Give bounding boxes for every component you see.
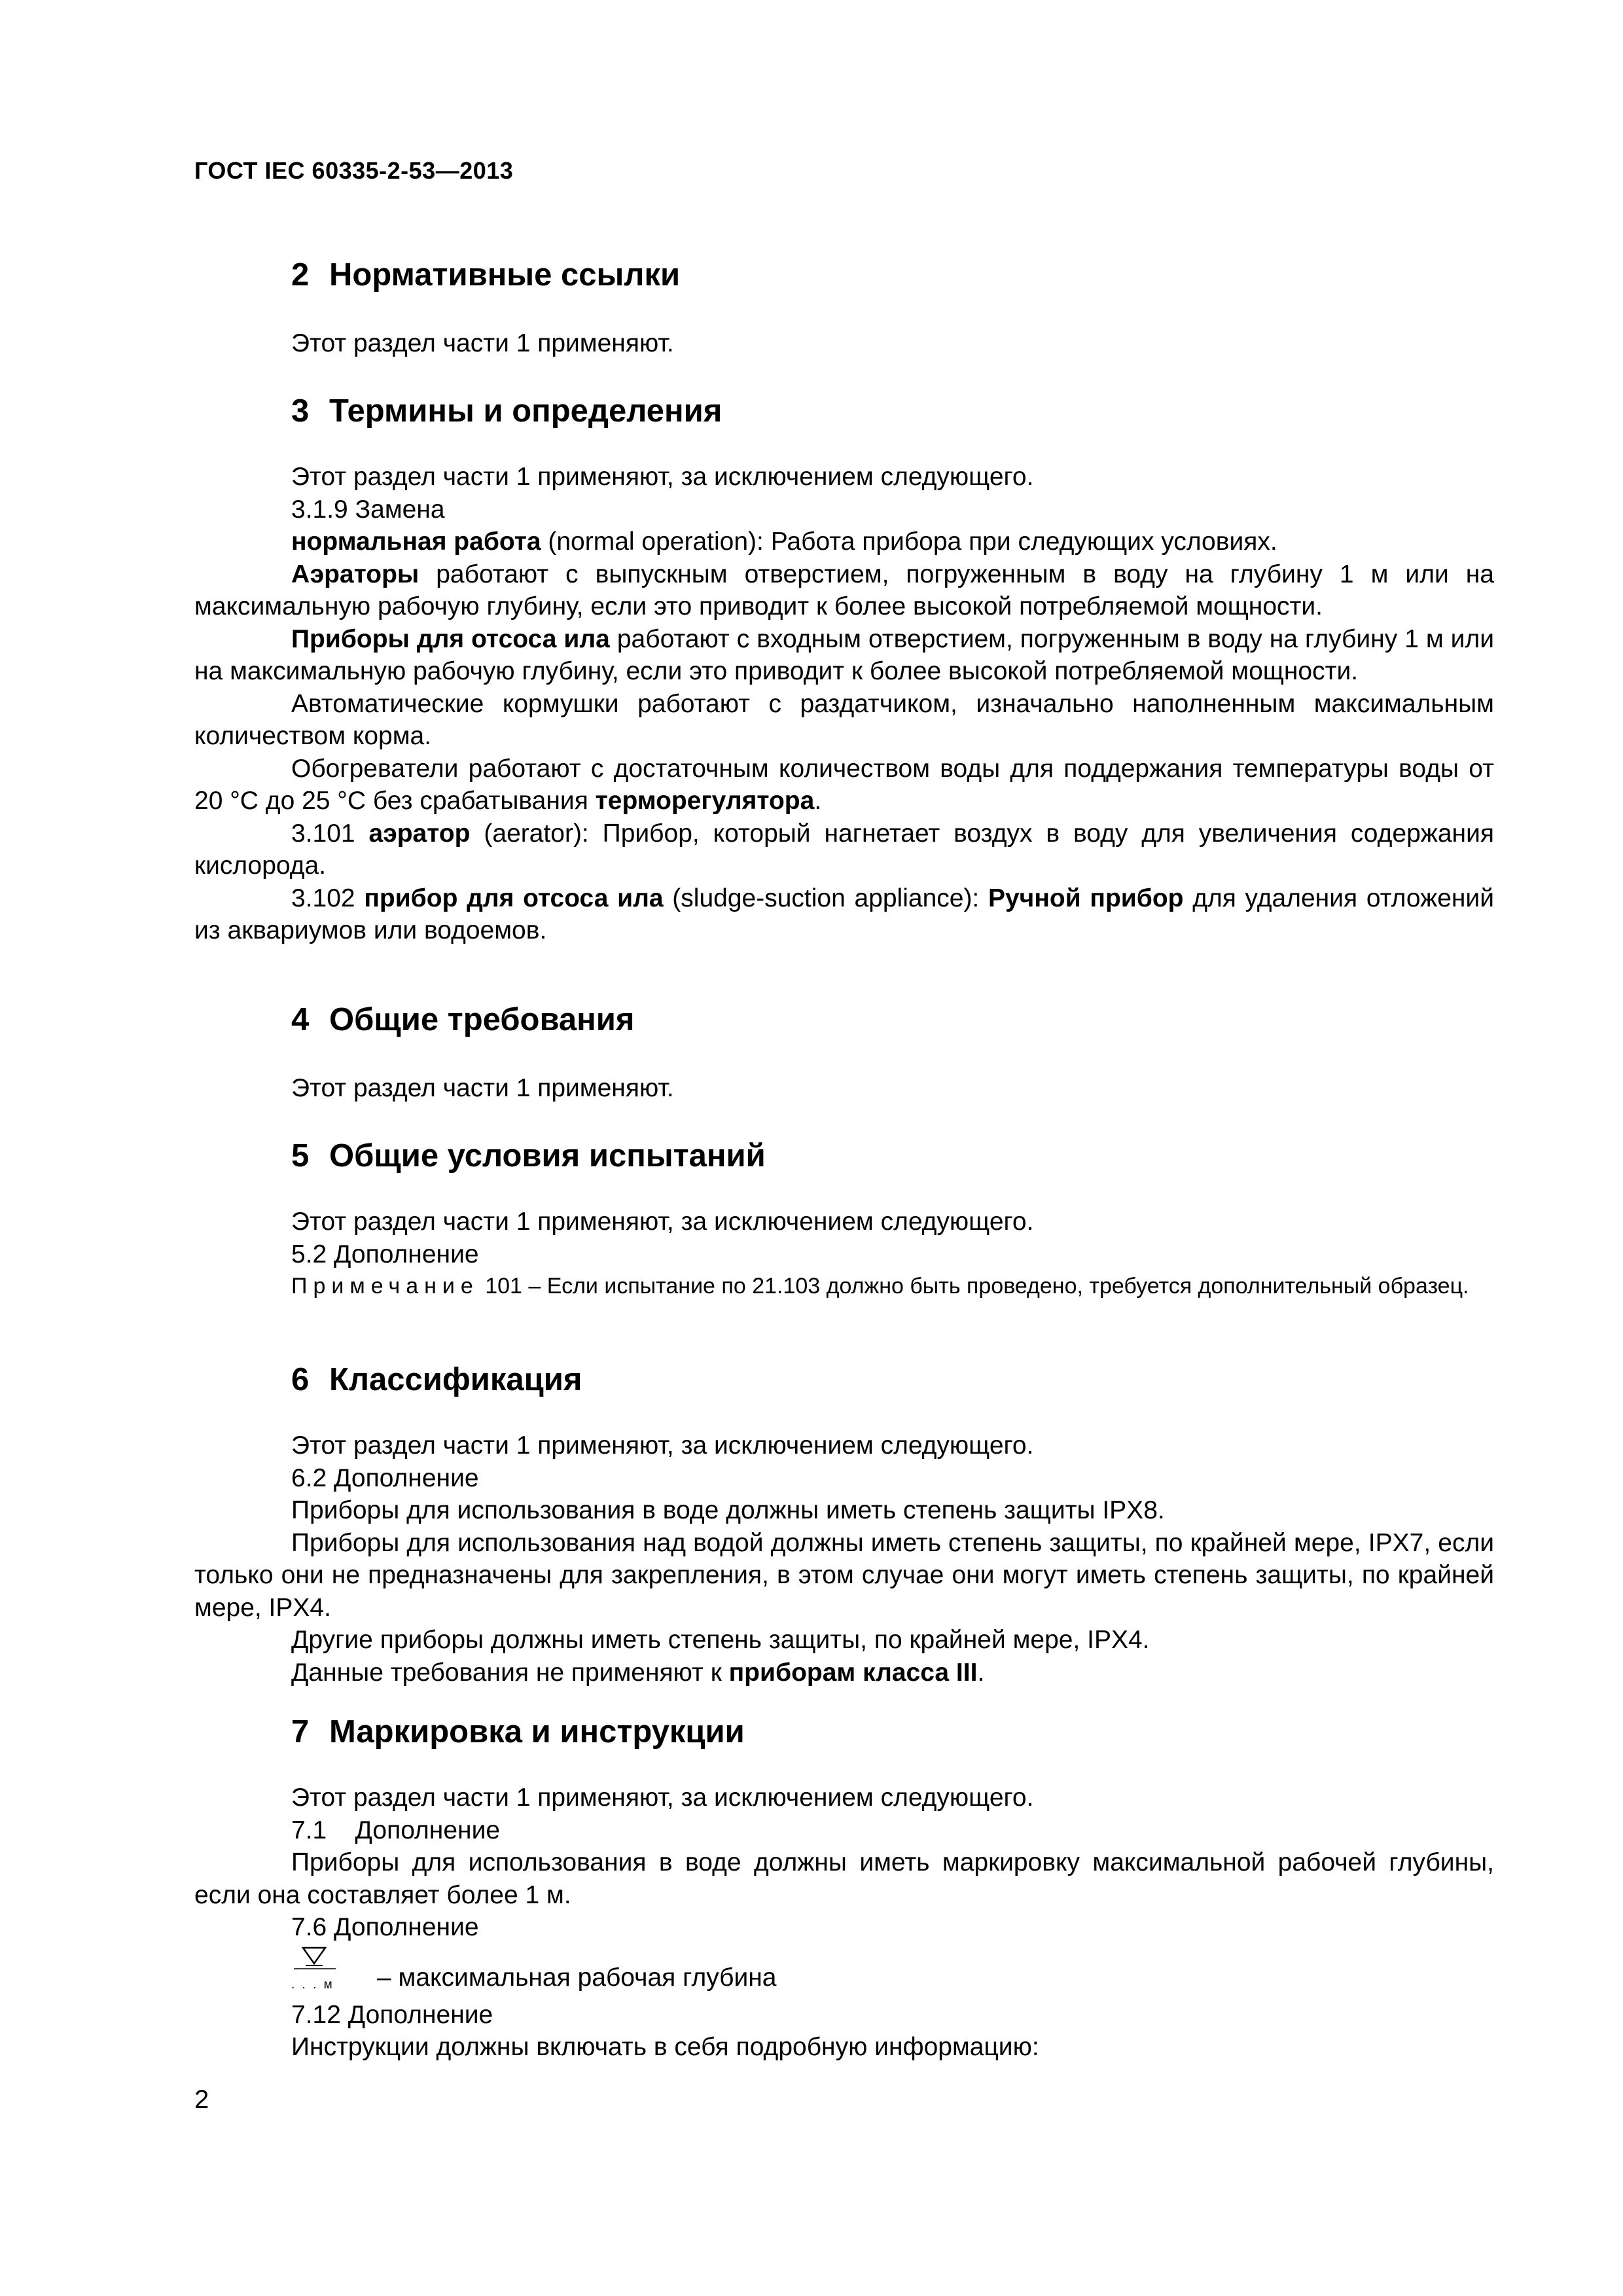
section-title: Термины и определения [329, 393, 722, 429]
paragraph: Этот раздел части 1 применяют, за исключением следующего. [291, 463, 1034, 491]
section-5-body [194, 1206, 1494, 1302]
section-number: 5 [291, 1138, 310, 1174]
section-6-body [194, 1429, 1494, 1689]
document-header: ГОСТ IEC 60335-2-53—2013 [194, 157, 514, 184]
section-4-heading [291, 1001, 634, 1038]
section-number: 4 [291, 1002, 310, 1037]
term: Ручной прибор [988, 884, 1184, 912]
max-depth-symbol [291, 1944, 342, 2001]
section-number: 6 [291, 1362, 310, 1397]
section-7-body [194, 1782, 1494, 2064]
subclause-heading: 7.6 Дополнение [291, 1913, 479, 1941]
subclause-heading: 7.12 Дополнение [291, 2000, 493, 2029]
definition-normal-operation: нормальная работа (normal operation): Работа прибора при следующих условиях. [291, 528, 1277, 556]
term: Аэраторы [291, 560, 419, 588]
paragraph: Этот раздел части 1 применяют, за исключением следующего. [291, 1431, 1034, 1460]
paragraph: Этот раздел части 1 применяют, за исключением следующего. [291, 1208, 1034, 1236]
term: терморегулятора [595, 787, 815, 815]
section-number: 7 [291, 1714, 310, 1749]
paragraph-class-iii: Данные требования не применяют к приборам класса III. [291, 1658, 985, 1687]
section-5-heading [291, 1138, 766, 1174]
subclause-heading: 5.2 Дополнение [291, 1240, 479, 1268]
page-number: 2 [194, 2085, 209, 2114]
paragraph-ipx4: Другие приборы должны иметь степень защиты, по крайней мере, IPX4. [291, 1626, 1150, 1654]
paragraph: Инструкции должны включать в себя подробную информацию: [291, 2033, 1039, 2061]
term: нормальная работа [291, 528, 541, 556]
note-label: Примечание [291, 1274, 479, 1299]
paragraph-ipx8: Приборы для использования в воде должны иметь степень защиты IPX8. [291, 1496, 1165, 1524]
definition-aerator: 3.101 аэратор (aerator): Прибор, который нагнетает воздух в воду для увеличения содержания кислорода. [194, 819, 1494, 880]
section-title: Классификация [329, 1362, 582, 1397]
depth-symbol-row [194, 1944, 1494, 1999]
section-number: 2 [291, 257, 310, 293]
symbol-description: – максимальная рабочая глубина [377, 1963, 777, 1992]
subclause-heading: 6.2 Дополнение [291, 1463, 479, 1492]
term: Приборы для отсоса ила [291, 624, 610, 653]
water-level-triangle-icon [291, 1944, 342, 1970]
paragraph-depth-marking: Приборы для использования в воде должны иметь маркировку максимальной рабочей глубины, если она составляет более 1 м. [194, 1848, 1494, 1909]
section-2-heading [291, 257, 680, 293]
paragraph: Этот раздел части 1 применяют, за исключением следующего. [291, 1784, 1034, 1812]
paragraph-feeders: Автоматические кормушки работают с раздатчиком, изначально наполненным максимальным количеством корма. [194, 689, 1494, 750]
note: Примечание 101 – Если испытание по 21.103 должно быть проведено, требуется дополнительный образец. [291, 1274, 1469, 1299]
section-7-heading [291, 1713, 745, 1750]
paragraph-heaters: Обогреватели работают с достаточным количеством воды для поддержания температуры воды от 20 °С до 25 °С без срабатывания терморегулятора. [194, 754, 1494, 815]
paragraph: Этот раздел части 1 применяют. [291, 1074, 674, 1102]
paragraph-sludge-suction: Приборы для отсоса ила работают с входным отверстием, погруженным в воду на глубину 1 м или на максимальную рабочую глубину, если это приводит к более высокой потребляемой мощности. [194, 624, 1494, 685]
subclause-heading: 7.1 Дополнение [291, 1816, 501, 1844]
term: прибор для отсоса ила [364, 884, 664, 912]
symbol-label: . . . м [291, 1977, 334, 1992]
section-4-body [194, 1072, 1494, 1105]
paragraph: Этот раздел части 1 применяют. [291, 329, 674, 357]
term: приборам класса III [728, 1658, 978, 1687]
paragraph-aerators: Аэраторы работают с выпускным отверстием, погруженным в воду на глубину 1 м или на максимальную рабочую глубину, если это приводит к более высокой потребляемой мощности. [194, 560, 1494, 620]
definition-sludge-suction-appliance: 3.102 прибор для отсоса ила (sludge-suction appliance): Ручной прибор для удаления отложений из аквариумов или водоемов. [194, 884, 1494, 944]
section-3-heading [291, 393, 722, 429]
section-title: Маркировка и инструкции [329, 1714, 745, 1749]
term: аэратор [368, 819, 471, 848]
section-3-body [194, 461, 1494, 947]
subclause-heading: 3.1.9 Замена [291, 495, 445, 524]
section-number: 3 [291, 393, 310, 429]
section-title: Нормативные ссылки [329, 257, 681, 293]
paragraph-ipx7: Приборы для использования над водой должны иметь степень защиты, по крайней мере, IPX7, если только они не предназначены для закрепления, в этом случае они могут иметь степень защиты, по крайней мере, IPX4. [194, 1528, 1494, 1622]
section-2-body [194, 327, 1494, 360]
section-title: Общие условия испытаний [329, 1138, 766, 1174]
section-title: Общие требования [329, 1002, 635, 1037]
section-6-heading [291, 1361, 582, 1398]
